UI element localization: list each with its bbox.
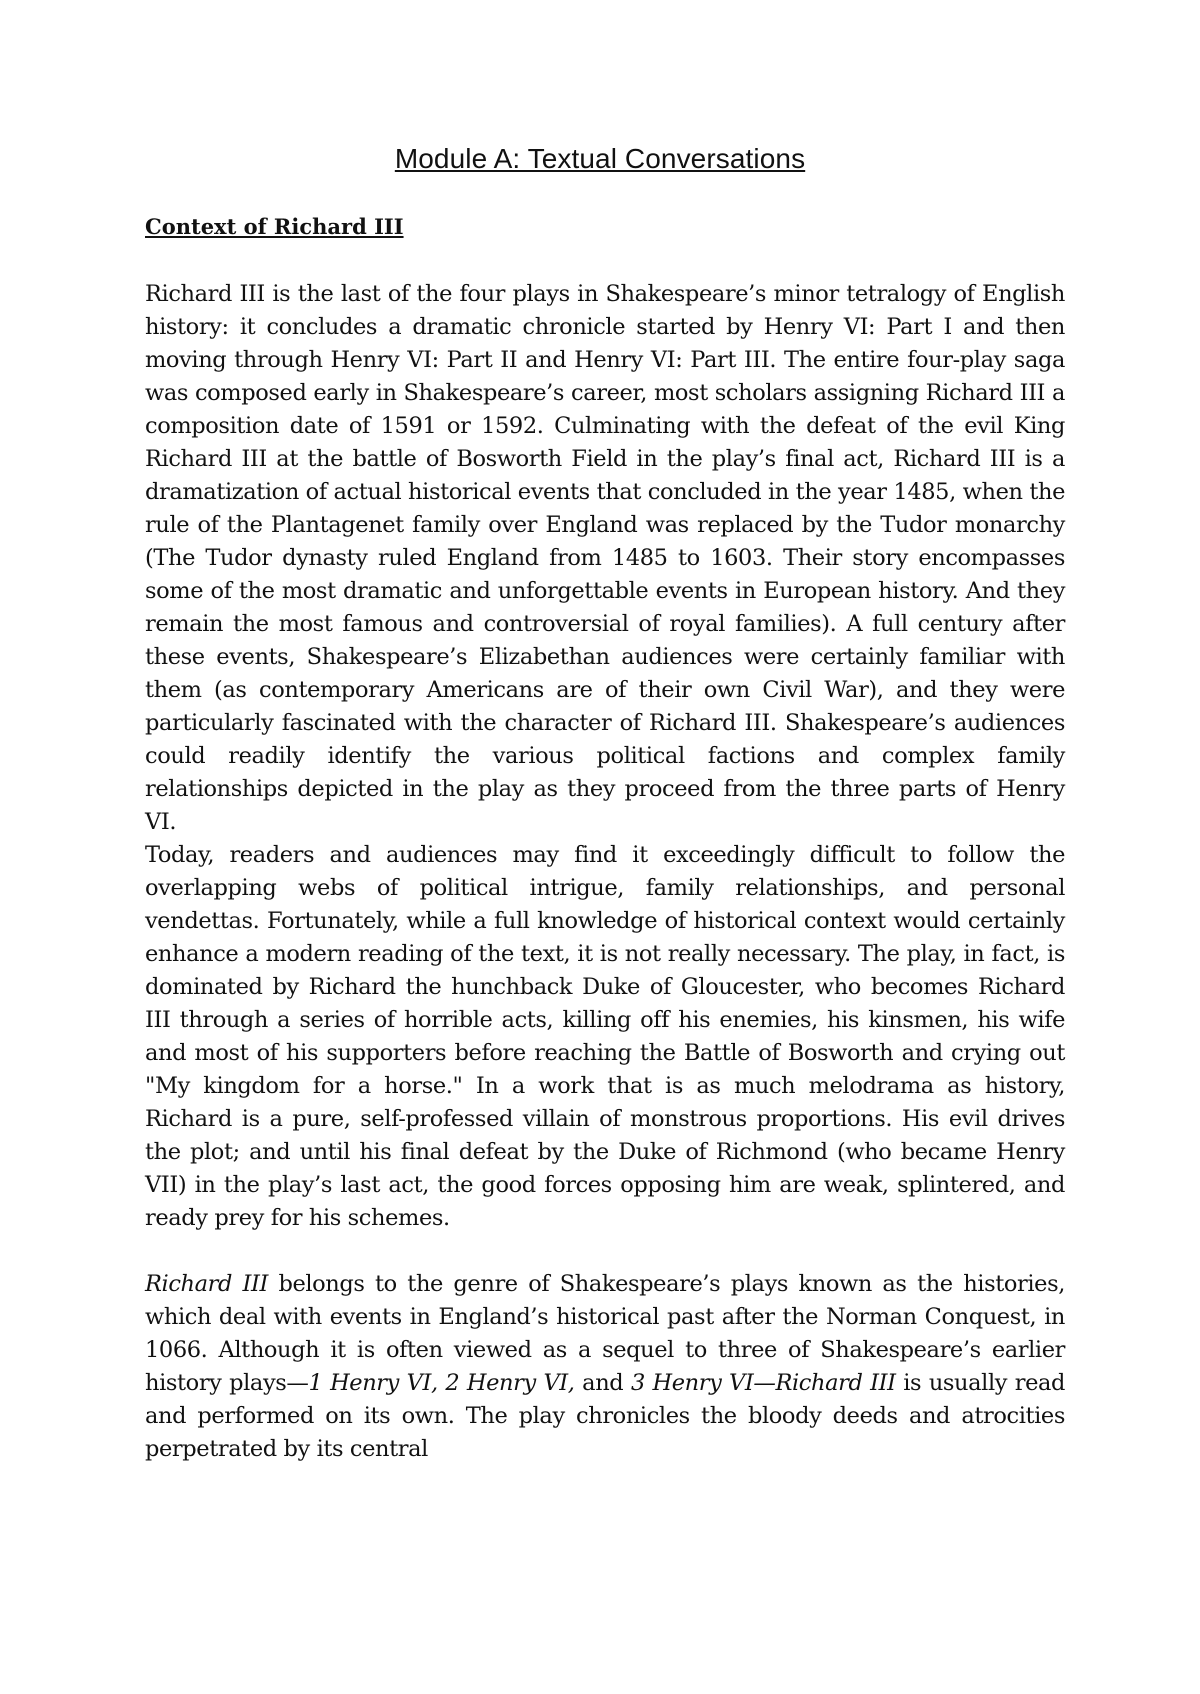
page-title: Module A: Textual Conversations (394, 143, 806, 174)
play-titles-italic-2: 3 Henry VI—Richard III (630, 1370, 896, 1396)
play-titles-italic: 1 Henry VI, 2 Henry VI, (308, 1370, 575, 1396)
paragraph-3-text-c: is usually read and performed on its own. The play chronicles the bloody deeds and atrocities perpetrated by its central (145, 1370, 1065, 1462)
paragraph-3-text-b: and (574, 1370, 631, 1396)
section-heading: Context of Richard III (145, 214, 404, 239)
paragraph-2: Today, readers and audiences may find it exceedingly difficult to follow the overlapping webs of political intrigue, family relationships, and personal vendettas. Fortunately, while a full knowledge of historical context would certainly enhance a modern reading of the text, it is not really necessary. The play, in fact, is dominated by Richard the hunchback Duke of Gloucester, who becomes Richard III through a series of horrible acts, killing off his enemies, his kinsmen, his wife and most of his supporters before reaching the Battle of Bosworth and crying out "My kingdom for a horse." In a work that is as much melodrama as history, Richard is a pure, self-professed villain of monstrous proportions. His evil drives the plot; and until his final defeat by the Duke of Richmond (who became Henry VII) in the play’s last act, the good forces opposing him are weak, splintered, and ready prey for his schemes. (145, 842, 1065, 1231)
paragraph-1: Richard III is the last of the four plays in Shakespeare’s minor tetralogy of English history: it concludes a dramatic chronicle started by Henry VI: Part I and then moving through Henry VI: Part II and Henry VI: Part III. The entire four-play saga was composed early in Shakespeare’s career, most scholars assigning Richard III a composition date of 1591 or 1592. Culminating with the defeat of the evil King Richard III at the battle of Bosworth Field in the play’s final act, Richard III is a dramatization of actual historical events that concluded in the year 1485, when the rule of the Plantagenet family over England was replaced by the Tudor monarchy (The Tudor dynasty ruled England from 1485 to 1603. Their story encompasses some of the most dramatic and unforgettable events in European history. And they remain the most famous and controversial of royal families). A full century after these events, Shakespeare’s Elizabethan audiences were certainly familiar with them (as contemporary Americans are of their own Civil War), and they were particularly fascinated with the character of Richard III. Shakespeare’s audiences could readily identify the various political factions and complex family relationships depicted in the play as they proceed from the three parts of Henry VI. (145, 281, 1065, 835)
play-title-italic: Richard III (145, 1271, 268, 1297)
document-body (145, 278, 1065, 1466)
paragraph-3-text-a: belongs to the genre of Shakespeare’s plays known as the histories, which deal with events in England’s historical past after the Norman Conquest, in 1066. Although it is often viewed as a sequel to three of Shakespeare’s earlier history plays— (145, 1271, 1065, 1396)
paragraph-3 (145, 1268, 1065, 1466)
